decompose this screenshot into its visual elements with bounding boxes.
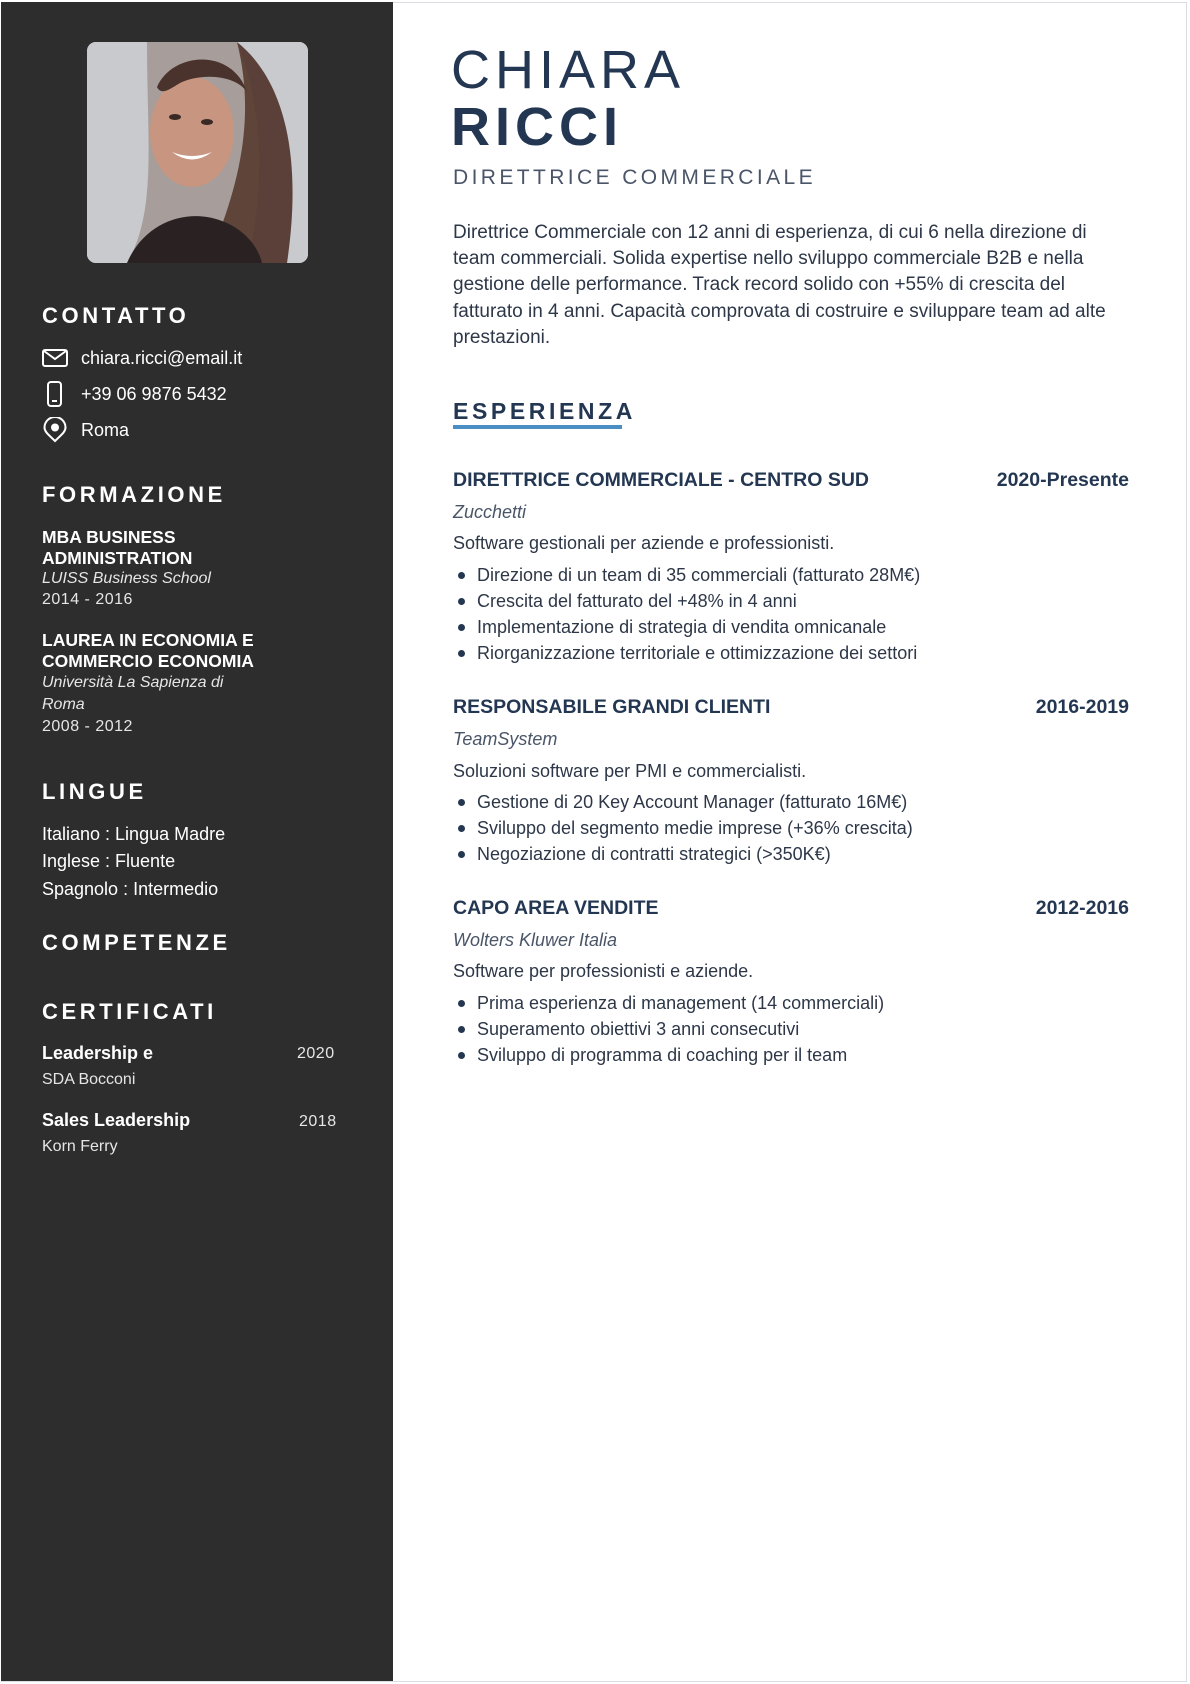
contact-email[interactable]: [42, 345, 242, 371]
bullet-icon: [458, 851, 465, 858]
location-pin-icon: [42, 417, 72, 443]
bullet-icon: [458, 624, 465, 631]
skills-heading: COMPETENZE: [42, 930, 231, 955]
certificate-issuer: Korn Ferry: [42, 1138, 118, 1155]
bullet-icon: [458, 1052, 465, 1059]
job-dates: 2016-2019: [1035, 696, 1129, 718]
education-dates: 2008 - 2012: [42, 718, 133, 735]
phone-text: +39 06 9876 5432: [81, 383, 227, 404]
language-item: Italiano : Lingua Madre: [42, 824, 226, 844]
bullet-text: Superamento obiettivi 3 anni consecutivi: [477, 1019, 800, 1039]
job-title: RESPONSABILE GRANDI CLIENTI: [453, 696, 771, 718]
language-item: Spagnolo : Intermedio: [42, 879, 219, 899]
first-name: CHIARA: [451, 40, 686, 100]
bullet-icon: [458, 1000, 465, 1007]
job-title: CAPO AREA VENDITE: [453, 897, 659, 919]
contact-phone[interactable]: [42, 381, 227, 407]
heading-underline: [453, 425, 622, 429]
contact-location: [42, 417, 129, 443]
bullet-icon: [458, 799, 465, 806]
bullet-text: Sviluppo del segmento medie imprese (+36% crescita): [477, 818, 913, 838]
company-name: Zucchetti: [453, 502, 527, 522]
bullet-icon: [458, 572, 465, 579]
bullet-text: Implementazione di strategia di vendita omnicanale: [477, 617, 887, 637]
bullet-icon: [458, 1026, 465, 1033]
bullet-item: [453, 844, 831, 865]
job-dates: 2012-2016: [1035, 897, 1129, 919]
company-name: TeamSystem: [453, 729, 558, 749]
certificates-heading: CERTIFICATI: [42, 999, 217, 1024]
certificate-name: Sales Leadership: [42, 1110, 191, 1130]
bullet-text: Negoziazione di contratti strategici (>350K€): [477, 844, 831, 864]
bullet-item: [453, 617, 886, 638]
mail-icon: [42, 345, 72, 371]
certificate-name: Leadership e: [42, 1043, 154, 1063]
bullet-item: [453, 591, 797, 612]
portrait-image: [87, 42, 308, 263]
job-role-title: DIRETTRICE COMMERCIALE: [453, 166, 816, 189]
education-title: COMMERCIO ECONOMIA: [42, 651, 254, 671]
last-name: RICCI: [451, 97, 623, 157]
languages-heading: LINGUE: [42, 779, 147, 804]
bullet-icon: [458, 650, 465, 657]
bullet-text: Direzione di un team di 35 commerciali (fatturato 28M€): [477, 565, 921, 585]
bullet-icon: [458, 598, 465, 605]
bullet-text: Sviluppo di programma di coaching per il team: [477, 1045, 848, 1065]
education-title: ADMINISTRATION: [42, 548, 193, 568]
company-description: Soluzioni software per PMI e commercialisti.: [453, 761, 807, 781]
education-title: LAUREA IN ECONOMIA E: [42, 630, 254, 650]
bullet-item: [453, 643, 917, 664]
education-heading: FORMAZIONE: [42, 482, 226, 507]
education-school: LUISS Business School: [42, 570, 211, 587]
bullet-item: [453, 792, 907, 813]
contact-heading: CONTATTO: [42, 303, 190, 328]
experience-heading: ESPERIENZA: [453, 398, 636, 424]
email-text: chiara.ricci@email.it: [81, 347, 243, 368]
education-title: MBA BUSINESS: [42, 527, 176, 547]
profile-photo: [87, 42, 308, 263]
education-school: Università La Sapienza di: [42, 674, 224, 691]
education-dates: 2014 - 2016: [42, 591, 133, 608]
job-title: DIRETTRICE COMMERCIALE - CENTRO SUD: [453, 469, 869, 491]
bullet-item: [453, 1019, 799, 1040]
bullet-text: Gestione di 20 Key Account Manager (fatturato 16M€): [477, 792, 908, 812]
bullet-item: [453, 993, 884, 1014]
bullet-item: [453, 565, 920, 586]
language-item: Inglese : Fluente: [42, 851, 176, 871]
sidebar: [1, 2, 393, 1681]
certificate-year: 2020: [297, 1045, 335, 1062]
job-dates: 2020-Presente: [996, 469, 1129, 491]
location-text: Roma: [81, 419, 130, 440]
bullet-icon: [458, 825, 465, 832]
phone-icon: [42, 381, 72, 407]
certificate-issuer: SDA Bocconi: [42, 1071, 136, 1088]
company-description: Software gestionali per aziende e professionisti.: [453, 533, 835, 553]
company-description: Software per professionisti e aziende.: [453, 961, 754, 981]
bullet-item: [453, 818, 913, 839]
bullet-text: Riorganizzazione territoriale e ottimizzazione dei settori: [477, 643, 918, 663]
profile-summary: Direttrice Commerciale con 12 anni di esperienza, di cui 6 nella direzione di team commerciali. Solida expertise nello sviluppo commerciale B2B e nella gestione delle performance. Track record solido con +55% di crescita del fatturato in 4 anni. Capacità comprovata di costruire e sviluppare team ad alte prestazioni.: [453, 222, 1106, 348]
company-name: Wolters Kluwer Italia: [453, 930, 618, 950]
bullet-text: Crescita del fatturato del +48% in 4 anni: [477, 591, 797, 611]
bullet-item: [453, 1045, 847, 1066]
education-school: Roma: [42, 696, 85, 713]
bullet-text: Prima esperienza di management (14 commerciali): [477, 993, 885, 1013]
certificate-year: 2018: [299, 1113, 337, 1130]
